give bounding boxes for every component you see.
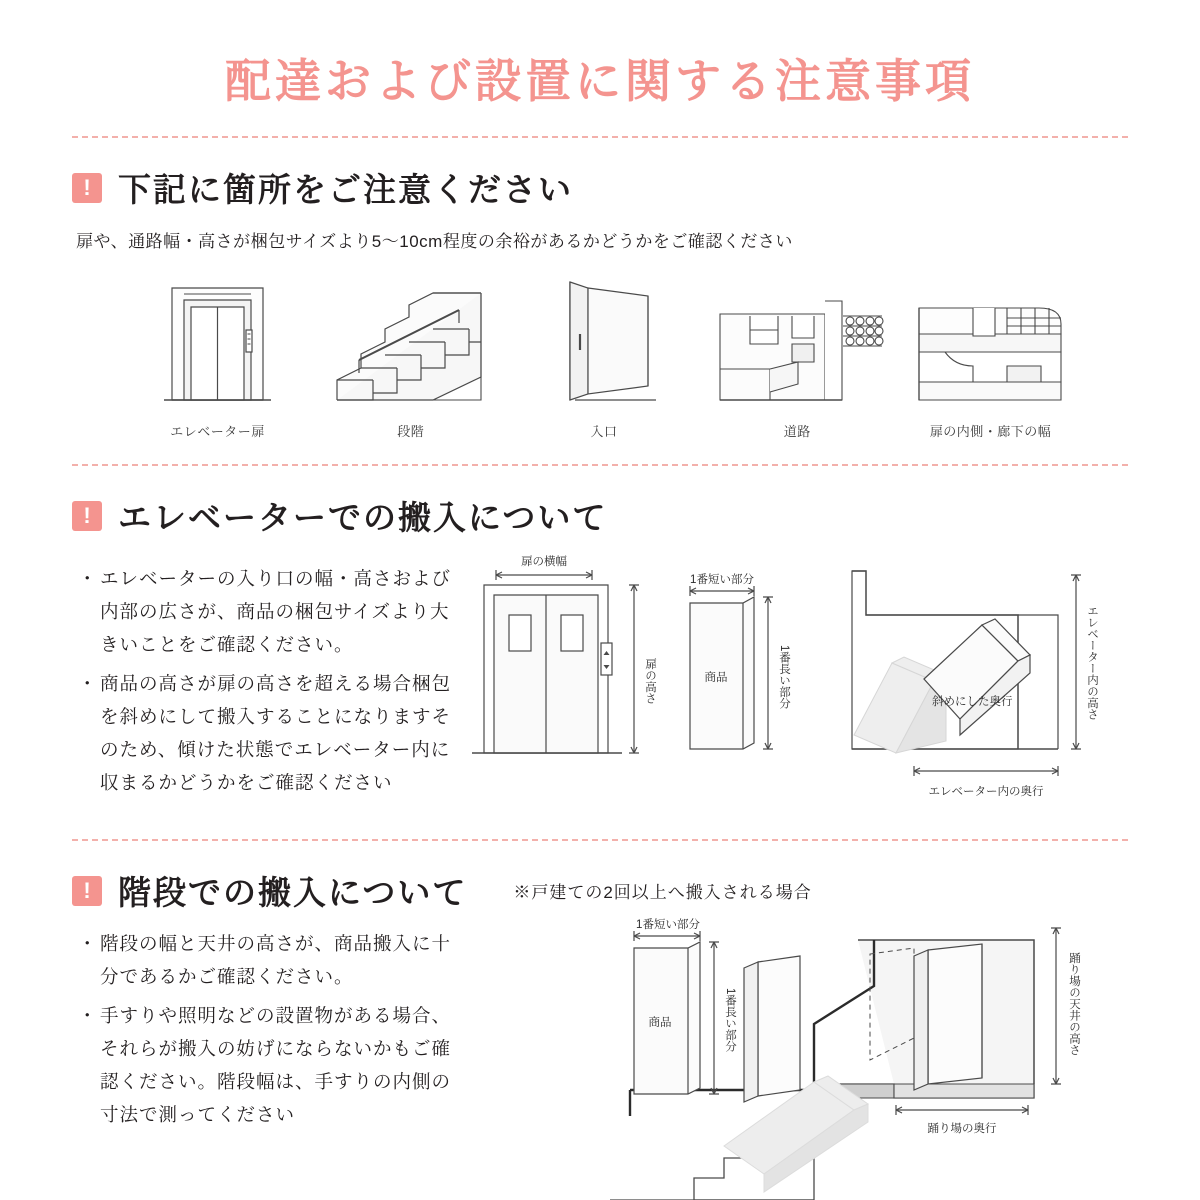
- label-product: 商品: [704, 672, 728, 684]
- section-3-figure: [462, 918, 1142, 1200]
- list-item: ・ 商品の高さが扉の高さを超える場合梱包を斜めにして搬入することになりますそのため、傾けた状態でエレベーター内に収まるかどうかをご確認ください: [80, 668, 462, 800]
- icon-label-road: 道路: [783, 424, 811, 439]
- exclamation-icon: !: [72, 501, 102, 531]
- label-tilted-depth: 斜めにした奥行: [932, 696, 1013, 708]
- label-inner-height: エレベーター内の高さ: [1086, 605, 1098, 720]
- exclamation-icon: !: [72, 173, 102, 203]
- section-2-bullets: [80, 563, 462, 799]
- section-3-bullets: [80, 928, 462, 1132]
- section-2-figure: [462, 553, 1142, 833]
- section-1-subtext: 扉や、通路幅・高さが梱包サイズより5〜10cm程度の余裕があるかどうかをご確認ください: [76, 232, 793, 251]
- icon-item-road: [710, 274, 885, 440]
- road-icon: [710, 274, 885, 409]
- label-longest-part-3: 1番長い部分: [724, 988, 736, 1052]
- divider-top: [72, 136, 1128, 138]
- label-shortest-part-3: 1番短い部分: [636, 919, 700, 931]
- section-3-note: ※戸建ての2回以上へ搬入される場合: [513, 883, 812, 902]
- label-product-3: 商品: [648, 1017, 672, 1029]
- section-2-header: [72, 492, 1128, 539]
- icon-row: [72, 274, 1128, 440]
- icon-item-corridor: [903, 274, 1078, 440]
- section-3-title: 階段での搬入について: [118, 874, 468, 911]
- section-elevator-carry-in: [0, 492, 1200, 833]
- icon-label-elevator: エレベーター扉: [170, 424, 265, 439]
- section-3-text: [72, 918, 462, 1200]
- icon-label-entrance: 入口: [590, 424, 618, 439]
- label-landing-ceiling-height: 踊り場の天井の高さ: [1068, 952, 1080, 1056]
- icon-item-entrance: [517, 274, 692, 440]
- icon-item-stairs: [323, 274, 498, 440]
- section-1-title: 下記に箇所をご注意ください: [118, 171, 573, 208]
- label-door-width: 扉の横幅: [521, 556, 567, 568]
- icon-label-stairs: 段階: [397, 424, 425, 439]
- section-3-body: [72, 918, 1128, 1200]
- label-inner-depth: エレベーター内の奥行: [928, 786, 1044, 798]
- elevator-diagram: [462, 553, 1142, 833]
- section-2-text: [72, 553, 462, 833]
- page-title: 配達および設置に関する注意事項: [225, 55, 975, 107]
- section-stairs-carry-in: [0, 867, 1200, 1200]
- entrance-door-icon: [517, 274, 692, 409]
- icon-item-elevator: [130, 274, 305, 440]
- corridor-icon: [903, 274, 1078, 409]
- stairs-diagram: [462, 910, 1142, 1200]
- label-landing-depth: 踊り場の奥行: [927, 1123, 997, 1135]
- label-shortest-part: 1番短い部分: [690, 574, 754, 586]
- list-item: ・ エレベーターの入り口の幅・高さおよび内部の広さが、商品の梱包サイズより大きいことをご確認ください。: [80, 563, 462, 662]
- label-longest-part: 1番長い部分: [778, 645, 790, 709]
- icon-label-corridor: 扉の内側・廊下の幅: [929, 424, 1052, 439]
- list-item: ・ 手すりや照明などの設置物がある場合、それらが搬入の妨げにならないかもご確認ください。階段幅は、手すりの内側の寸法で測ってください: [80, 1000, 462, 1132]
- section-1-header: [72, 164, 1128, 211]
- divider-mid-2: [72, 839, 1128, 841]
- exclamation-icon: !: [72, 876, 102, 906]
- list-item: ・ 階段の幅と天井の高さが、商品搬入に十分であるかご確認ください。: [80, 928, 462, 994]
- label-door-height: 扉の高さ: [644, 658, 656, 704]
- section-2-body: [72, 553, 1128, 833]
- section-2-title: エレベーターでの搬入について: [118, 499, 608, 536]
- elevator-door-icon: [130, 274, 305, 409]
- divider-mid-1: [72, 464, 1128, 466]
- stairs-icon: [323, 274, 498, 409]
- section-caution-points: [0, 164, 1200, 440]
- section-3-header: [72, 867, 1128, 914]
